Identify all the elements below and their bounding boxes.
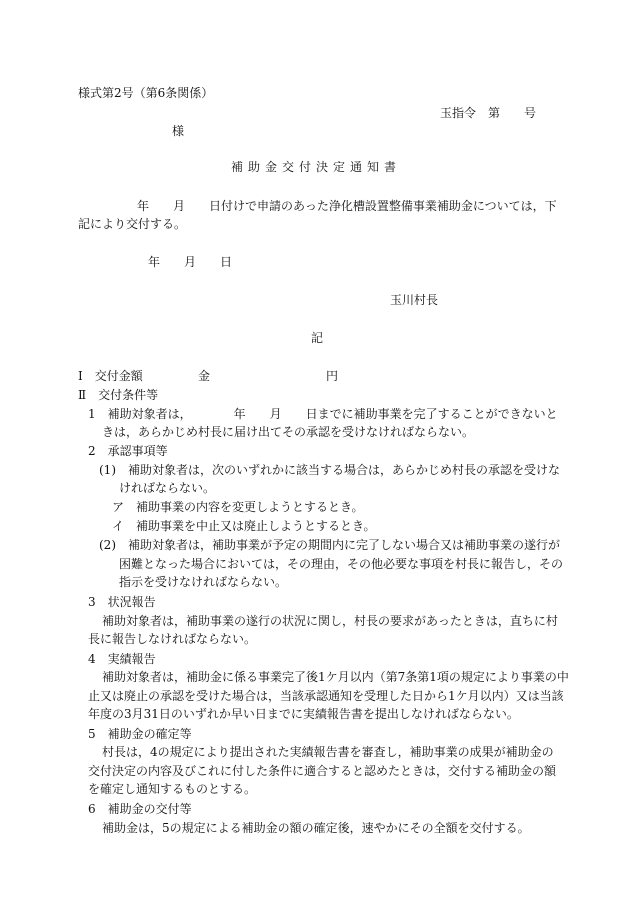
item-1-line-1: 1 補助対象者は， 年 月 日までに補助事業を完了することができないと [88, 407, 558, 421]
item-1-line-2: きは，あらかじめ村長に届け出てその承認を受けなければならない。 [102, 425, 475, 439]
document-title: 補助金交付決定通知書 [231, 160, 402, 174]
issue-date: 年 月 日 [148, 255, 233, 269]
item-6-line-1: 補助金は，5の規定による補助金の額の確定後，速やかにその全額を交付する。 [102, 821, 530, 835]
item-2-sub-1-line-2: ければならない。 [119, 481, 216, 495]
item-2-sub-1-a: ア 補助事業の内容を変更しようとするとき。 [112, 500, 364, 514]
item-5-line-3: を確定し通知するものとする。 [88, 782, 257, 796]
item-6-heading: 6 補助金の交付等 [88, 802, 192, 816]
ki-heading: 記 [311, 331, 324, 345]
intro-line-1: 年 月 日付けで申請のあった浄化槽設置整備事業補助金については，下 [137, 199, 557, 213]
item-3-heading: 3 状況報告 [88, 595, 156, 609]
item-4-line-2: 止又は廃止の承認を受けた場合は，当該承認通知を受理した日から1ケ月以内）又は当該 [88, 689, 564, 703]
document-number: 玉指令 第 号 [440, 106, 537, 120]
item-2-sub-1-line-1: (1) 補助対象者は，次のいずれかに該当する場合は，あらかじめ村長の承認を受けな [99, 463, 561, 477]
item-5-heading: 5 補助金の確定等 [88, 727, 192, 741]
item-2-sub-1-i: イ 補助事業を中止又は廃止しようとするとき。 [112, 519, 376, 533]
section-1-label: Ⅰ 交付金額 [78, 369, 143, 383]
amount-currency: 円 [326, 369, 339, 383]
amount-prefix: 金 [198, 369, 211, 383]
item-2-sub-2-line-3: 指示を受けなければならない。 [119, 575, 288, 589]
item-5-line-2: 交付決定の内容及びこれに付した条件に適合すると認めたときは，交付する補助金の額 [88, 764, 557, 778]
item-4-line-1: 補助対象者は，補助金に係る事業完了後1ケ月以内（第7条第1項の規定により事業の中 [102, 670, 569, 684]
item-2-sub-2-line-2: 困難となった場合においては，その理由，その他必要な事項を村長に報告し，その [119, 557, 564, 571]
item-3-line-2: 長に報告しなければならない。 [88, 632, 257, 646]
item-2-sub-2-line-1: (2) 補助対象者は，補助事業が予定の期間内に完了しない場合又は補助事業の遂行が [99, 538, 561, 552]
item-2-heading: 2 承認事項等 [88, 444, 168, 458]
form-label: 様式第2号（第6条関係） [78, 86, 214, 100]
section-2-label: Ⅱ 交付条件等 [78, 388, 159, 402]
item-4-heading: 4 実績報告 [88, 652, 156, 666]
issuer: 玉川村長 [390, 293, 439, 307]
item-4-line-3: 年度の3月31日のいずれか早い日までに実績報告書を提出しなければならない。 [88, 707, 519, 721]
item-5-line-1: 村長は，4の規定により提出された実績報告書を審査し，補助事業の成果が補助金の [102, 745, 554, 759]
intro-line-2: 記により交付する。 [78, 217, 187, 231]
addressee: 様 [172, 124, 185, 138]
item-3-line-1: 補助対象者は，補助事業の遂行の状況に関し，村長の要求があったときは，直ちに村 [102, 614, 558, 628]
